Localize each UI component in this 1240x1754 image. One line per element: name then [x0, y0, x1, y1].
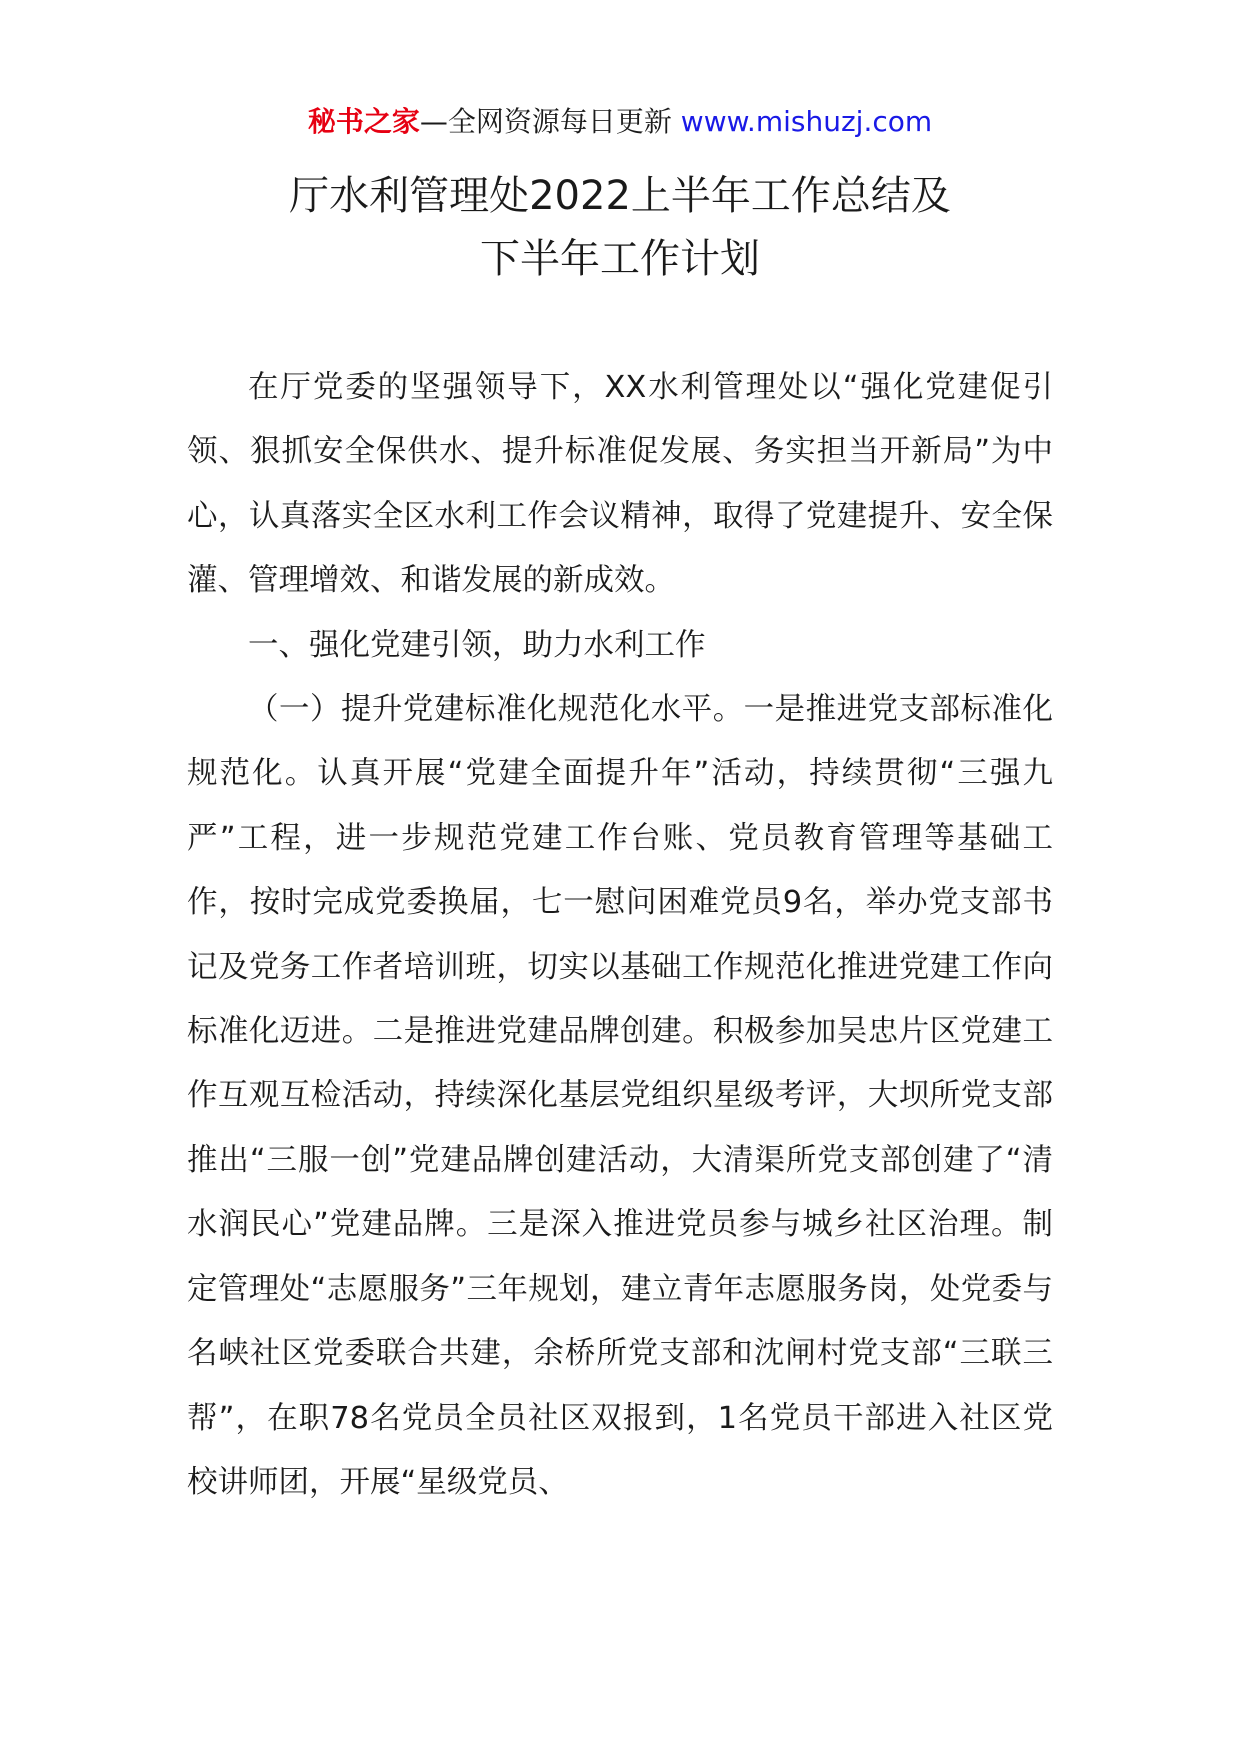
document-title-line-2: 下半年工作计划 — [480, 236, 760, 282]
site-slogan: —全网资源每日更新 — [419, 105, 672, 138]
intro-paragraph: 在厅党委的坚强领导下，XX水利管理处以“强化党建促引领、狠抓安全保供水、提升标准促发展、务实担当开新局”为中心，认真落实全区水利工作会议精神，取得了党建提升、安全保灌、管理增效、和谐发展的新成效。 — [187, 370, 1053, 599]
site-brand: 秘书之家 — [307, 105, 420, 138]
subsection-paragraph: （一）提升党建标准化规范化水平。一是推进党支部标准化规范化。认真开展“党建全面提升年”活动，持续贯彻“三强九严”工程，进一步规范党建工作台账、党员教育管理等基础工作，按时完成党委换届，七一慰问困难党员9名，举办党支部书记及党务工作者培训班，切实以基础工作规范化推进党建工作向标准化迈进。二是推进党建品牌创建。积极参加吴忠片区党建工作互观互检活动，持续深化基层党组织星级考评，大坝所党支部推出“三服一创”党建品牌创建活动，大清渠所党支部创建了“清水润民心”党建品牌。三是深入推进党员参与城乡社区治理。制定管理处“志愿服务”三年规划，建立青年志愿服务岗，处党委与名峡社区党委联合共建，余桥所党支部和沈闸村党支部“三联三帮”，在职78名党员全员社区双报到，1名党员干部进入社区党校讲师团，开展“星级党员、 — [187, 692, 1053, 1500]
document-title-line-1: 厅水利管理处2022上半年工作总结及 — [289, 173, 951, 219]
document-body — [187, 356, 1053, 1515]
site-header — [0, 102, 1240, 142]
section-heading: 一、强化党建引领，助力水利工作 — [248, 627, 706, 663]
site-url-link[interactable]: www.mishuzj.com — [680, 105, 933, 138]
